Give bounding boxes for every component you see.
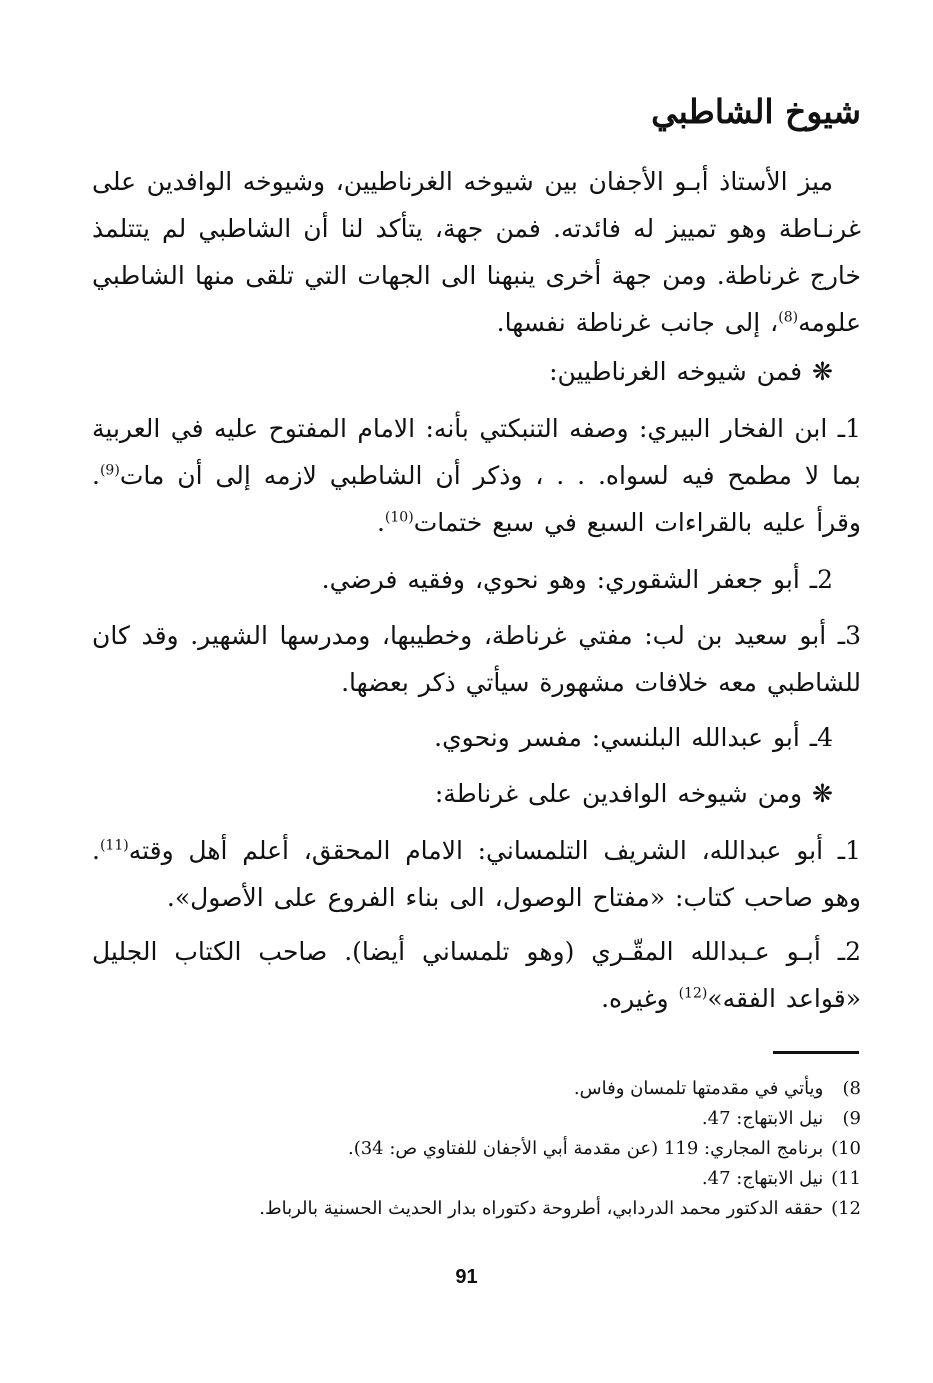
footnote-ref-11: (11) — [99, 837, 129, 854]
entry-abu-jafar: 2ـ أبو جعفر الشقوري: وهو نحوي، وفقيه فرضي. — [321, 565, 833, 594]
intro-text-2: ، إلى جانب غرناطة نفسها. — [496, 308, 779, 337]
footnote-number: 9) — [842, 1108, 861, 1129]
intro-text-1: ميز الأستاذ أبـو الأجفان بين شيوخه الغرناطيين، وشيوخه الوافدين على غرنـاطة وهو تمييز له فائدته. فمن جهة، يتأكد لنا أن الشاطبي لم يتتلمذ خارج غرناطة. ومن جهة أخرى ينبهنا الى الجهات التي تلقى منها الشاطبي علومه — [92, 167, 861, 337]
section-title: شيوخ الشاطبي — [651, 92, 861, 131]
entry-sharif-tilimsani — [92, 827, 861, 921]
entry1-text-1: 1ـ ابن الفخار البيري: وصفه التنبكتي بأنه: الامام المفتوح عليه في العربية بما لا مطمح فيه لسواه. . . ، وذكر أن الشاطبي لازمه إلى أن مات — [92, 414, 861, 490]
footnote-text: حققه الدكتور محمد الدردابي، أطروحة دكتوراه بدار الحديث الحسنية بالرباط. — [259, 1198, 824, 1219]
footnote-item — [120, 1134, 861, 1164]
entry1-text-2: . وقرأ عليه بالقراءات السبع في سبع ختمات — [92, 461, 861, 537]
entry-almaqqari — [92, 928, 861, 1022]
footnote-number: 11) — [831, 1168, 861, 1189]
footnote-number: 8) — [842, 1078, 861, 1099]
footnote-item — [120, 1104, 861, 1134]
entry-albalansi: 4ـ أبو عبدالله البلنسي: مفسر ونحوي. — [434, 723, 833, 752]
footnote-text: نيل الابتهاج: 47. — [701, 1168, 824, 1189]
entry5-text-2: . وهو صاحب كتاب: «مفتاح الوصول، الى بناء الفروع على الأصول». — [92, 836, 861, 912]
footnote-number: 12) — [831, 1198, 861, 1219]
entry-ibn-alfakhkhar — [92, 405, 861, 546]
footnote-number: 10) — [831, 1138, 861, 1159]
footnote-ref-8: (8) — [778, 309, 799, 326]
entry5-text-1: 1ـ أبو عبدالله، الشريف التلمساني: الامام المحقق، أعلم أهل وقته — [128, 836, 861, 865]
page-number: 91 — [455, 1266, 478, 1288]
footnote-text: برنامج المجاري: 119 (عن مقدمة أبي الأجفان للفتاوي ص: 34). — [347, 1138, 824, 1159]
heading-visiting-teachers: ❋ ومن شيوخه الوافدين على غرناطة: — [434, 779, 833, 808]
footnotes — [120, 1074, 861, 1224]
entry-abu-said: 3ـ أبو سعيد بن لب: مفتي غرناطة، وخطيبها، ومدرسها الشهير. وقد كان للشاطبي معه خلافات مشهورة سيأتي ذكر بعضها. — [92, 621, 861, 697]
footnote-item — [120, 1074, 861, 1104]
footnote-ref-12: (12) — [678, 985, 708, 1002]
entry1-text-3: . — [376, 508, 385, 537]
footnote-item — [120, 1194, 861, 1224]
footnote-text: نيل الابتهاج: 47. — [701, 1108, 824, 1129]
entry6-text-1: 2ـ أبـو عـبدالله المقّـري (وهو تلمساني أيضا). صاحب الكتاب الجليل «قواعد الفقه» — [92, 937, 861, 1013]
entry6-text-2: وغيره. — [601, 984, 679, 1013]
footnote-text: ويأتي في مقدمتها تلمسان وفاس. — [573, 1078, 824, 1099]
heading-local-teachers: ❋ فمن شيوخه الغرناطيين: — [549, 357, 833, 386]
footnote-ref-10: (10) — [384, 509, 414, 526]
footnote-ref-9: (9) — [99, 462, 120, 479]
intro-paragraph — [92, 158, 861, 346]
footnote-item — [120, 1164, 861, 1194]
footnote-divider — [773, 1051, 859, 1054]
